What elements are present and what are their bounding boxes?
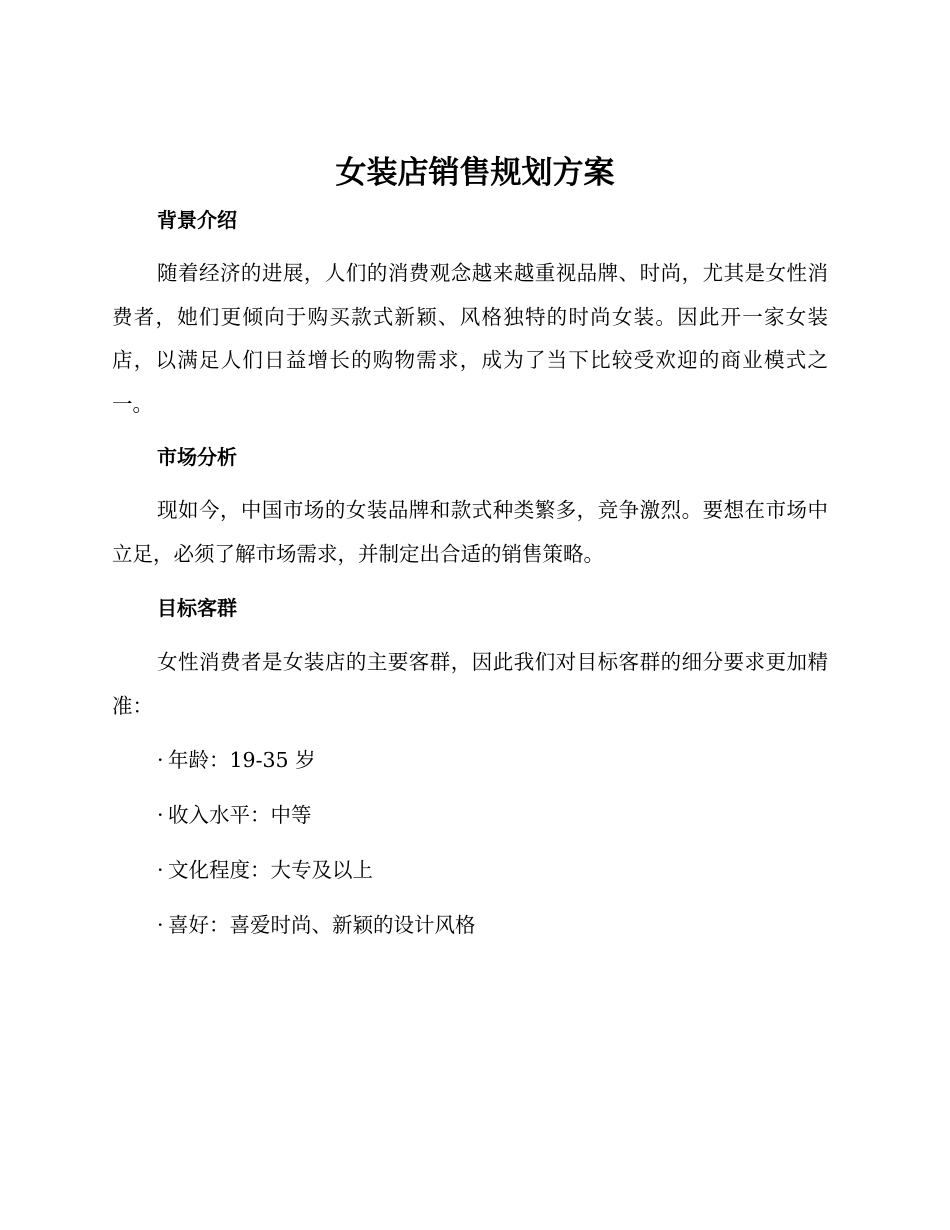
bullet-icon: ·	[157, 748, 164, 772]
section-paragraph-market: 现如今，中国市场的女装品牌和款式种类繁多，竞争激烈。要想在市场中立足，必须了解市场需求，并制定出合适的销售策略。	[112, 498, 828, 566]
list-item-text: 年龄：19-35 岁	[168, 748, 316, 772]
section-heading-background: 背景介绍	[157, 208, 237, 232]
document-title: 女装店销售规划方案	[335, 155, 615, 191]
list-item-text: 收入水平：中等	[168, 803, 312, 827]
list-item-age	[157, 745, 316, 775]
section-paragraph-background: 随着经济的进展，人们的消费观念越来越重视品牌、时尚，尤其是女性消费者，她们更倾向于购买款式新颖、风格独特的时尚女装。因此开一家女装店，以满足人们日益增长的购物需求，成为了当下比较受欢迎的商业模式之一。	[112, 261, 828, 416]
bullet-icon: ·	[157, 858, 164, 882]
section-heading-target: 目标客群	[157, 596, 237, 620]
list-item-text: 喜好：喜爱时尚、新颖的设计风格	[168, 913, 476, 937]
section-heading-market: 市场分析	[157, 445, 237, 469]
bullet-icon: ·	[157, 913, 164, 937]
list-item-preference	[157, 910, 476, 940]
section-paragraph-target: 女性消费者是女装店的主要客群，因此我们对目标客群的细分要求更加精准：	[112, 650, 828, 718]
list-item-education	[157, 855, 373, 885]
list-item-income	[157, 800, 312, 830]
list-item-text: 文化程度：大专及以上	[168, 858, 373, 882]
bullet-icon: ·	[157, 803, 164, 827]
